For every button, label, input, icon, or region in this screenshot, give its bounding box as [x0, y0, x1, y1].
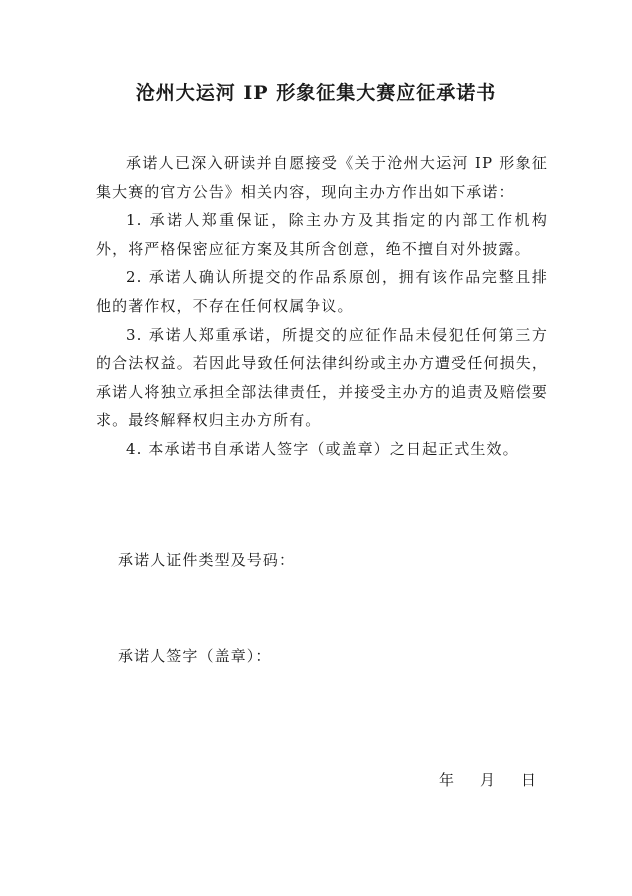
date-month: 月: [479, 771, 495, 789]
document-title: 沧州大运河 IP 形象征集大赛应征承诺书: [135, 82, 497, 104]
date-line: [439, 768, 536, 792]
id-type-number-label: 承诺人证件类型及号码：: [118, 551, 296, 569]
signature-label: 承诺人签字（盖章）：: [118, 647, 272, 665]
document-body: [96, 149, 548, 464]
clause-3: 3. 承诺人郑重承诺，所提交的应征作品未侵犯任何第三方的合法权益。若因此导致任何法律纠纷或主办方遭受任何损失，承诺人将独立承担全部法律责任，并接受主办方的追责及赔偿要求。最终解释权归主办方所有。: [96, 325, 548, 430]
clause-2: 2. 承诺人确认所提交的作品系原创，拥有该作品完整且排他的著作权，不存在任何权属争议。: [96, 268, 548, 315]
clause-4: 4. 本承诺书自承诺人签字（或盖章）之日起正式生效。: [126, 439, 519, 458]
clause-1: 1. 承诺人郑重保证，除主办方及其指定的内部工作机构外，将严格保密应征方案及其所含创意，绝不擅自对外披露。: [96, 211, 548, 258]
intro-paragraph: 承诺人已深入研读并自愿接受《关于沧州大运河 IP 形象征集大赛的官方公告》相关内容，现向主办方作出如下承诺：: [96, 154, 548, 201]
date-year: 年: [438, 771, 454, 789]
date-day: 日: [520, 771, 536, 789]
